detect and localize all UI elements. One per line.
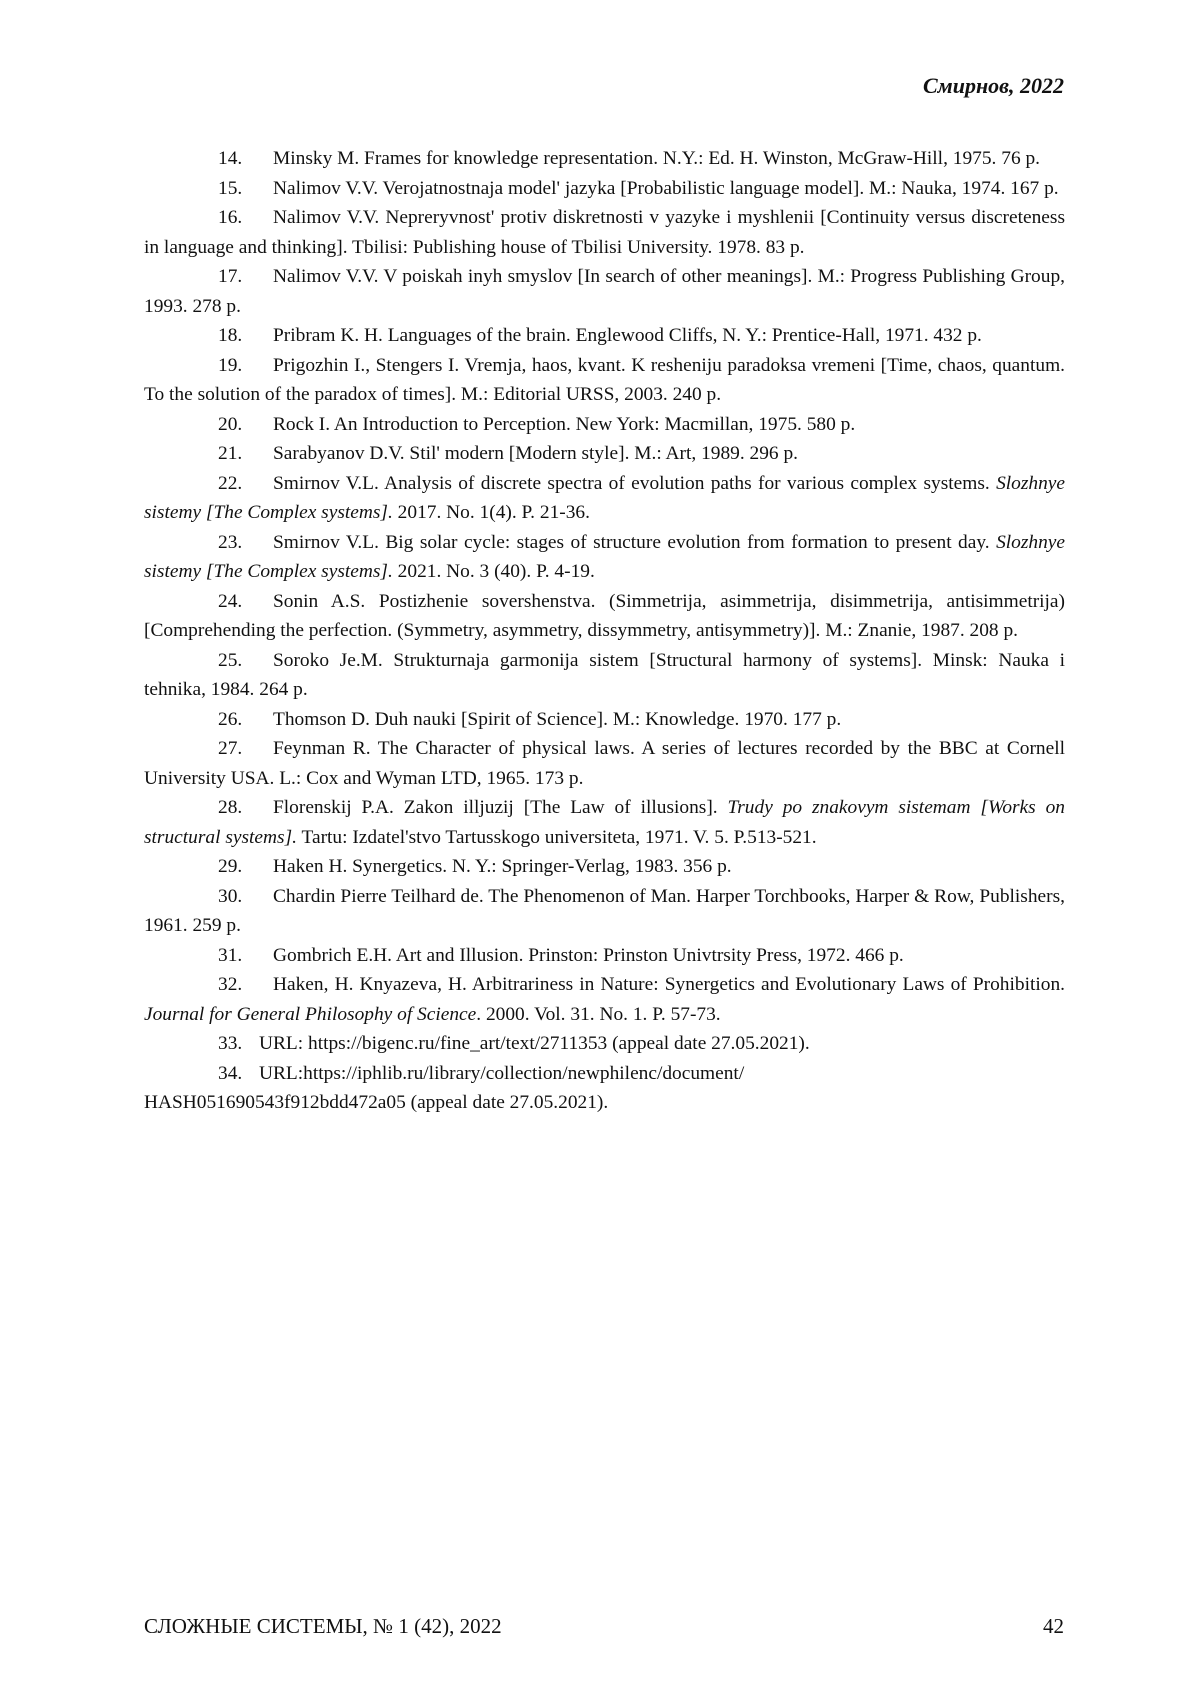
- reference-text: Nalimov V.V. Verojatnostnaja model' jazyka [Probabilistic language model]. M.: Nauka, 1974. 167 p.: [273, 178, 1059, 199]
- reference-text: 2017. No. 1(4). P. 21-36.: [393, 502, 590, 523]
- reference-number: 18.: [218, 321, 273, 351]
- reference-number: 33.: [218, 1029, 259, 1059]
- reference-item: [144, 203, 1065, 262]
- running-head: Смирнов, 2022: [923, 72, 1064, 100]
- reference-number: 15.: [218, 174, 273, 204]
- reference-number: 34.: [218, 1059, 259, 1089]
- reference-text: Prigozhin I., Stengers I. Vremja, haos, kvant. K resheniju paradoksa vremeni [Time, chaos, quantum. To the solution of the paradox of times]. M.: Editorial URSS, 2003. 240 p.: [144, 355, 1065, 406]
- reference-text: Florenskij P.A. Zakon illjuzij [The Law of illusions].: [273, 797, 728, 818]
- reference-number: 14.: [218, 144, 273, 174]
- reference-number: 24.: [218, 587, 273, 617]
- reference-item: [144, 174, 1065, 204]
- reference-url-text[interactable]: URL: https://bigenc.ru/fine_art/text/2711353 (appeal date 27.05.2021).: [259, 1033, 810, 1054]
- reference-number: 31.: [218, 941, 273, 971]
- reference-number: 16.: [218, 203, 273, 233]
- reference-journal: Trudy po znakovym sistemam [Works on structural systems].: [144, 797, 1065, 848]
- reference-item: [144, 1029, 1065, 1059]
- reference-journal: Journal for General Philosophy of Science: [144, 1004, 476, 1025]
- reference-url-text: HASH051690543f912bdd472a05 (appeal date 27.05.2021).: [144, 1092, 608, 1113]
- reference-item: [144, 321, 1065, 351]
- reference-item: [144, 882, 1065, 941]
- reference-text: Gombrich E.H. Art and Illusion. Prinston: Prinston Univtrsity Press, 1972. 466 p.: [273, 945, 904, 966]
- reference-item: [144, 734, 1065, 793]
- reference-item: [144, 587, 1065, 646]
- reference-item: [144, 793, 1065, 852]
- reference-item: [144, 646, 1065, 705]
- page-number: 42: [1043, 1612, 1064, 1640]
- reference-item: [144, 439, 1065, 469]
- reference-text: Smirnov V.L. Analysis of discrete spectra of evolution paths for various complex systems.: [273, 473, 996, 494]
- reference-item: [144, 262, 1065, 321]
- reference-number: 17.: [218, 262, 273, 292]
- reference-text: Tartu: Izdatel'stvo Tartusskogo universiteta, 1971. V. 5. P.513-521.: [297, 827, 817, 848]
- reference-journal: Slozhnye sistemy [The Complex systems].: [144, 473, 1065, 524]
- reference-text: Sarabyanov D.V. Stil' modern [Modern style]. M.: Art, 1989. 296 p.: [273, 443, 798, 464]
- reference-text: Pribram K. H. Languages of the brain. Englewood Cliffs, N. Y.: Prentice-Hall, 1971. 432 p.: [273, 325, 982, 346]
- reference-number: 25.: [218, 646, 273, 676]
- reference-text: Haken H. Synergetics. N. Y.: Springer-Verlag, 1983. 356 p.: [273, 856, 732, 877]
- reference-number: 20.: [218, 410, 273, 440]
- reference-item: [144, 469, 1065, 528]
- reference-item: [144, 852, 1065, 882]
- reference-item: [144, 410, 1065, 440]
- reference-text: Chardin Pierre Teilhard de. The Phenomenon of Man. Harper Torchbooks, Harper & Row, Publishers, 1961. 259 p.: [144, 886, 1065, 937]
- reference-item: [144, 705, 1065, 735]
- reference-item: [144, 1059, 1065, 1118]
- reference-journal: Slozhnye sistemy [The Complex systems].: [144, 532, 1065, 583]
- reference-number: 27.: [218, 734, 273, 764]
- reference-item: [144, 528, 1065, 587]
- reference-item: [144, 351, 1065, 410]
- reference-text: Nalimov V.V. Nepreryvnost' protiv diskretnosti v yazyke i myshlenii [Continuity versus discreteness in language and thinking]. Tbilisi: Publishing house of Tbilisi University. 1978. 83 p.: [144, 207, 1065, 258]
- reference-number: 19.: [218, 351, 273, 381]
- reference-number: 26.: [218, 705, 273, 735]
- reference-item: [144, 941, 1065, 971]
- reference-text: Feynman R. The Character of physical laws. A series of lectures recorded by the BBC at Cornell University USA. L.: Cox and Wyman LTD, 1965. 173 p.: [144, 738, 1065, 789]
- reference-number: 23.: [218, 528, 273, 558]
- reference-text: Soroko Je.M. Strukturnaja garmonija sistem [Structural harmony of systems]. Minsk: Nauka i tehnika, 1984. 264 p.: [144, 650, 1065, 701]
- reference-text: Thomson D. Duh nauki [Spirit of Science]. M.: Knowledge. 1970. 177 p.: [273, 709, 841, 730]
- reference-number: 29.: [218, 852, 273, 882]
- reference-text: Nalimov V.V. V poiskah inyh smyslov [In search of other meanings]. M.: Progress Publishing Group, 1993. 278 p.: [144, 266, 1065, 317]
- reference-text: Minsky M. Frames for knowledge representation. N.Y.: Ed. H. Winston, McGraw-Hill, 1975. 76 p.: [273, 148, 1040, 169]
- reference-item: [144, 144, 1065, 174]
- reference-text: 2021. No. 3 (40). P. 4-19.: [393, 561, 595, 582]
- reference-number: 22.: [218, 469, 273, 499]
- reference-text: . 2000. Vol. 31. No. 1. P. 57-73.: [476, 1004, 720, 1025]
- reference-text: Rock I. An Introduction to Perception. New York: Macmillan, 1975. 580 p.: [273, 414, 855, 435]
- document-page: [0, 0, 1200, 1697]
- reference-number: 30.: [218, 882, 273, 912]
- reference-number: 21.: [218, 439, 273, 469]
- reference-text: Sonin A.S. Postizhenie sovershenstva. (Simmetrija, asimmetrija, disimmetrija, antisimmetrija) [Comprehending the perfection. (Symmetry, asymmetry, dissymmetry, antisymmetry)]. M.: Znanie, 1987. 208 p.: [144, 591, 1065, 642]
- reference-url-text[interactable]: URL:https://iphlib.ru/library/collection/newphilenc/document/: [259, 1063, 744, 1084]
- reference-number: 28.: [218, 793, 273, 823]
- reference-text: Smirnov V.L. Big solar cycle: stages of structure evolution from formation to present day.: [273, 532, 996, 553]
- reference-number: 32.: [218, 970, 273, 1000]
- reference-list: [144, 144, 1065, 1118]
- reference-item: [144, 970, 1065, 1029]
- footer-journal: СЛОЖНЫЕ СИСТЕМЫ, № 1 (42), 2022: [144, 1612, 502, 1640]
- reference-text: Haken, H. Knyazeva, H. Arbitrariness in Nature: Synergetics and Evolutionary Laws of Prohibition.: [273, 974, 1065, 995]
